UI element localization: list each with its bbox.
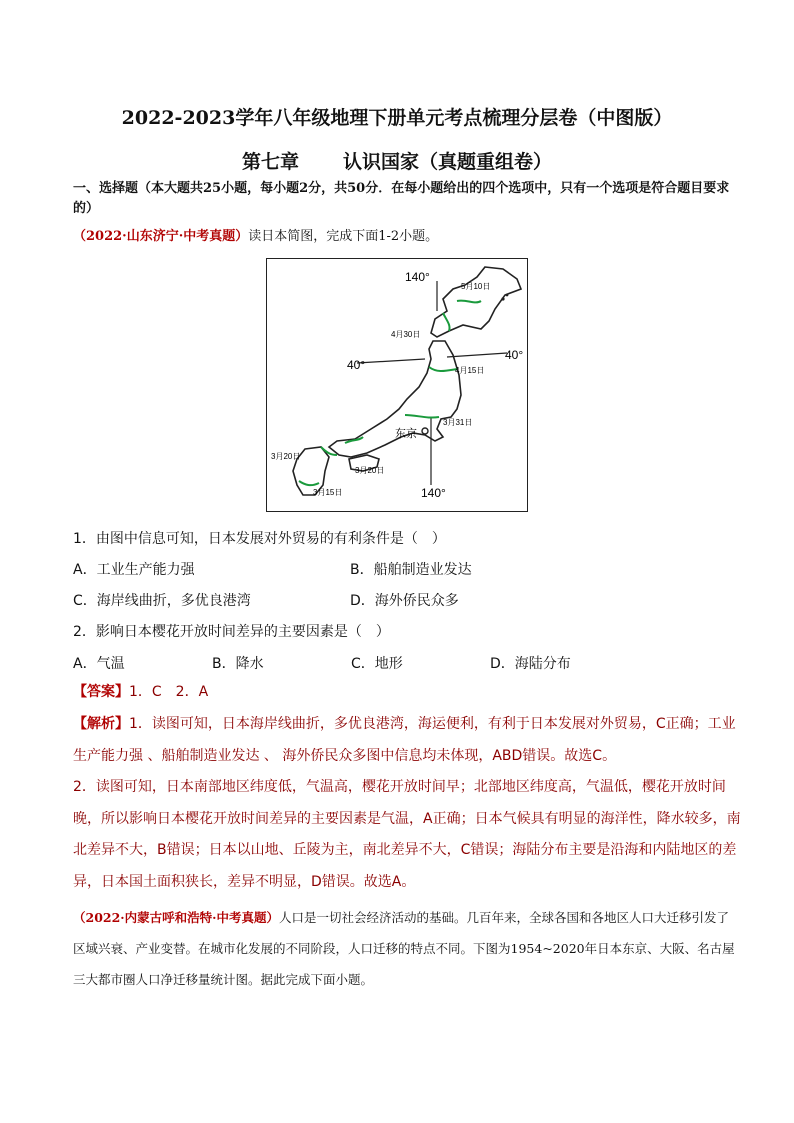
date-label-mar31: 3月31日 [443,418,473,427]
source-intro-2: 人口是一切社会经济活动的基础。几百年来，全球各国和各地区人口大迁移引发了区域兴衰、产业变替。在城市化发展的不同阶段，人口迁移的特点不同。下图为1954~2020年日本东京、大阪、名古屋三大都市圈人口净迁移量统计图。据此完成下面小题。 [73,910,735,987]
q2-option-a: A．气温 [73,656,125,672]
analysis-p2: 2．读图可知，日本南部地区纬度低，气温高，樱花开放时间早；北部地区纬度高，气温低，樱花开放时间晚，所以影响日本樱花开放时间差异的主要因素是气温，A正确；日本气候具有明显的海洋性，降水较多，南北差异不大，B错误；日本以山地、丘陵为主，南北差异不大，C错误；海陆分布主要是沿海和内陆地区的差异，日本国土面积狭长，差异不明显，D错误。故选A。 [73,779,741,890]
chapter-title: 认识国家（真题重组卷） [343,151,553,173]
analysis-p1-text: 1．读图可知，日本海岸线曲折，多优良港湾，海运便利，有利于日本发展对外贸易，C正确；工业生产能力强 、船舶制造业发达 、 海外侨民众多图中信息均未体现，ABD错误。故选C。 [73,716,736,764]
isoline-apr15 [429,367,457,371]
date-label-apr15: 4月15日 [455,366,485,375]
exam-title: 2022-2023学年八年级地理下册单元考点梳理分层卷（中图版） [121,107,673,129]
date-label-may10: 5月10日 [461,282,491,291]
date-label-mar15: 3月15日 [313,488,343,497]
date-label-mar20-b: 3月20日 [355,466,385,475]
tokyo-marker [422,428,428,434]
q2-option-c: C．地形 [351,656,403,672]
lat-label-left: 40° [347,358,366,372]
japan-map-svg [267,259,527,511]
chapter-heading [0,147,794,174]
source-tag: （2022·山东济宁·中考真题） [73,229,249,244]
answer-label: 【答案】 [73,684,129,700]
analysis-label: 【解析】 [73,716,129,732]
answer-text: 1．C 2．A [129,684,209,700]
analysis-block [73,709,741,898]
city-label-tokyo: 东京 [395,428,417,440]
question-source-1 [73,226,738,248]
isoline-mar15 [299,481,319,485]
question-source-2 [73,902,738,995]
q1-option-d: D．海外侨民众多 [350,593,459,609]
q2-option-b: B．降水 [212,656,264,672]
q1-option-c: C．海岸线曲折，多优良港湾 [73,593,251,609]
lat-label-right: 40° [505,348,524,362]
source-intro: 读日本简图，完成下面1-2小题。 [248,229,439,244]
answer-line [73,677,741,709]
isoline-apr30 [443,313,450,331]
question-1-stem: 1．由图中信息可知，日本发展对外贸易的有利条件是（ ） [73,531,446,547]
question-2-stem: 2．影响日本樱花开放时间差异的主要因素是（ ） [73,624,390,640]
analysis-p1 [73,709,741,772]
q1-option-a: A．工业生产能力强 [73,562,195,578]
q2-option-d: D．海陆分布 [490,656,571,672]
date-label-apr30: 4月30日 [391,330,421,339]
q1-option-b: B．船舶制造业发达 [350,562,472,578]
source-tag-2: （2022·内蒙古呼和浩特·中考真题） [73,910,279,925]
section-instructions: 一、选择题（本大题共25小题，每小题2分，共50分．在每小题给出的四个选项中，只有一个选项是符合题目要求的） [73,181,730,216]
isoline-mar31 [405,415,439,418]
date-label-mar20-a: 3月20日 [271,452,301,461]
chapter-number: 第七章 [241,151,299,173]
lon-label-bottom: 140° [421,486,446,500]
lon-label-top: 140° [405,270,430,284]
japan-map [266,258,528,512]
isoline-may10 [457,301,481,303]
